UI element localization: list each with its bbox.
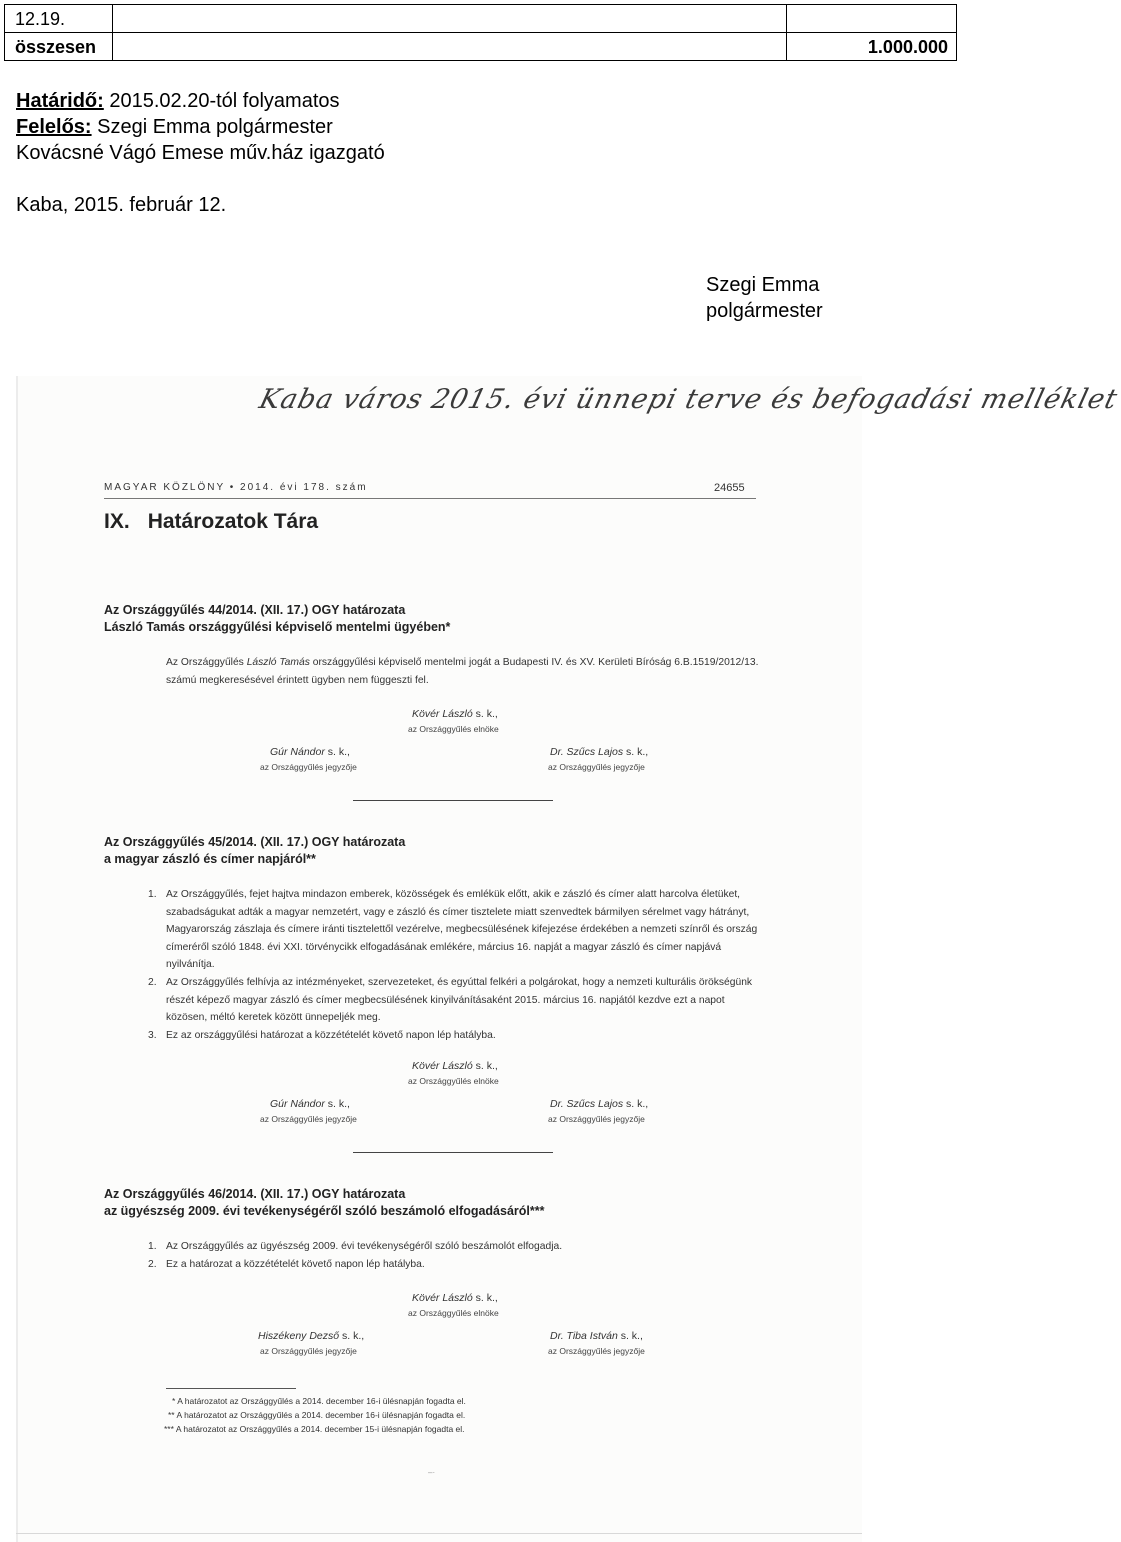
scan-edge (16, 376, 18, 1542)
table-row-total (5, 33, 957, 61)
res45-sig-right-role: az Országgyűlés jegyzője (548, 1114, 645, 1124)
res46-sig-center-name (412, 1292, 498, 1304)
resolution-45-title-line2: a magyar zászló és címer napjáról** (104, 852, 316, 866)
chapter-heading (104, 510, 318, 534)
sig-sk-text: s. k., (623, 1098, 649, 1110)
responsible-label: Felelős: (16, 116, 92, 138)
list-item (148, 974, 766, 1027)
res44-sig-right-role: az Országgyűlés jegyzője (548, 762, 645, 772)
section-separator (353, 1152, 553, 1153)
item-text: Az Országgyűlés, fejet hajtva mindazon emberek, közösségek és emlékük előtt, akik e zászló és címer alatt harcolva életüket, szabadságukat adták a magyar nemzetért, vagy e zászló és címer tisztelete miatt szenvedtek bármilyen sérelmet vagy hátrányt, Magyarország zászlaja és címere iránti tisztelettől vezérelve, megbecsülésének kifejezése érdekében a nemzeti színről és ország címeréről szóló 1848. évi XXI. törvénycikk elfogadásának emlékére, március 16. napját a magyar zászló és címer napjává nyilvánítja. (166, 889, 758, 971)
res46-sig-right-name (550, 1330, 643, 1342)
deadline-value: 2015.02.20-tól folyamatos (103, 90, 340, 112)
sig-name-text: Dr. Szűcs Lajos (550, 1098, 624, 1110)
footnote-rule (166, 1388, 296, 1389)
sig-name-text: Kövér László (412, 1060, 473, 1072)
resolution-45-title-line1: Az Országgyűlés 45/2014. (XII. 17.) OGY határozata (104, 835, 406, 849)
row-number-cell: 12.19. (5, 5, 113, 33)
scan-speck: –· (428, 1468, 436, 1477)
list-item (148, 1027, 766, 1045)
item-number: 2. (148, 1258, 157, 1270)
footnote-3: *** A határozatot az Országgyűlés a 2014. december 15-i ülésnapján fogadta el. (164, 1424, 465, 1434)
res44-sig-center-name (412, 708, 498, 720)
item-number: 1. (148, 889, 157, 900)
resolution-44-body-name: László Tamás (246, 657, 310, 668)
sig-sk-text: s. k., (472, 1060, 498, 1072)
resolution-44-body-a: Az Országgyűlés (166, 657, 247, 668)
res44-sig-center-role: az Országgyűlés elnöke (408, 724, 499, 734)
row-value-cell (787, 5, 957, 33)
sig-sk-text: s. k., (617, 1330, 643, 1342)
list-item (148, 1256, 766, 1274)
res45-sig-left-name (270, 1098, 350, 1110)
sig-sk-text: s. k., (623, 746, 649, 758)
sig-sk-text: s. k., (324, 746, 350, 758)
handwritten-title: Kaba város 2015. évi ünnepi terve és befogadási melléklet (256, 384, 1121, 415)
res45-sig-left-role: az Országgyűlés jegyzője (260, 1114, 357, 1124)
item-text: Ez az országgyűlési határozat a közzétételét követő napon lép hatályba. (166, 1029, 496, 1041)
sig-name-text: Dr. Tiba István (550, 1330, 618, 1342)
sig-name-text: Dr. Szűcs Lajos (550, 746, 624, 758)
scanned-attachment (16, 376, 1121, 1542)
sig-sk-text: s. k., (472, 708, 498, 720)
item-number: 1. (148, 1241, 157, 1252)
item-text: Az Országgyűlés felhívja az intézményeket, szervezeteket, és egyúttal felkéri a polgárokat, hogy a nemzeti kulturális örökségünk részét képező magyar zászló és címer megbecsülésének kinyilvánításaként 2015. március 16. napjától kezdve ezt a napot közösen, méltó keretek között ünnepeljék meg. (166, 976, 753, 1024)
resolution-44-body-b: országgyűlési képviselő mentelmi jogát a Budapesti IV. és XV. Kerületi Bíróság 6.B.1519/2012/13. számú megkeresésével érintett ügyben nem függeszti fel. (166, 657, 759, 686)
item-number: 3. (148, 1029, 157, 1041)
sig-name-text: Kövér László (412, 1292, 473, 1304)
resolution-46-title-line2: az ügyészség 2009. évi tevékenységéről szóló beszámoló elfogadásáról*** (104, 1204, 545, 1218)
list-item (148, 886, 766, 974)
table-row (5, 5, 957, 33)
res44-sig-left-role: az Országgyűlés jegyzője (260, 762, 357, 772)
responsible-line (16, 114, 333, 140)
resolution-44-body (166, 654, 766, 689)
place-date: Kaba, 2015. február 12. (16, 194, 227, 216)
res45-sig-center-name (412, 1060, 498, 1072)
item-text: Az Országgyűlés az ügyészség 2009. évi tevékenységéről szóló beszámolót elfogadja. (166, 1241, 563, 1252)
res44-sig-right-name (550, 746, 648, 758)
footnote-1: * A határozatot az Országgyűlés a 2014. december 16-i ülésnapján fogadta el. (172, 1396, 466, 1406)
res45-sig-right-name (550, 1098, 648, 1110)
total-empty-cell (113, 33, 787, 61)
item-number: 2. (148, 976, 157, 988)
deadline-label: Határidő: (16, 90, 104, 112)
sig-sk-text: s. k., (339, 1330, 365, 1342)
res45-sig-center-role: az Országgyűlés elnöke (408, 1076, 499, 1086)
sig-sk-text: s. k., (472, 1292, 498, 1304)
resolution-44-title (104, 602, 784, 636)
deadline-line (16, 88, 340, 114)
res44-sig-left-name (270, 746, 350, 758)
scan-bottom-edge (16, 1533, 862, 1534)
res46-sig-left-name (258, 1330, 364, 1342)
sig-sk-text: s. k., (324, 1098, 350, 1110)
resolution-45-title (104, 834, 784, 868)
item-text: Ez a határozat a közzétételét követő napon lép hatályba. (166, 1258, 425, 1270)
sig-name-text: Hiszékeny Dezső (258, 1330, 340, 1342)
chapter-title: Határozatok Tára (147, 510, 319, 533)
responsible-second: Kovácsné Vágó Emese műv.ház igazgató (16, 142, 385, 164)
resolution-46-title (104, 1186, 784, 1220)
signatory-name: Szegi Emma (706, 274, 820, 296)
resolution-46-items (148, 1238, 766, 1273)
res46-sig-right-role: az Országgyűlés jegyzője (548, 1346, 645, 1356)
list-item (148, 1238, 766, 1256)
sig-name-text: Gúr Nándor (270, 746, 325, 758)
budget-table (4, 4, 957, 61)
row-label-cell (113, 5, 787, 33)
footnote-2: ** A határozatot az Országgyűlés a 2014. december 16-i ülésnapján fogadta el. (168, 1410, 466, 1420)
resolution-44-title-line2: László Tamás országgyűlési képviselő mentelmi ügyében* (104, 620, 451, 634)
signatory-title: polgármester (706, 300, 823, 322)
responsible-value: Szegi Emma polgármester (91, 116, 333, 138)
resolution-44-title-line1: Az Országgyűlés 44/2014. (XII. 17.) OGY határozata (104, 603, 406, 617)
gazette-header: MAGYAR KÖZLÖNY • 2014. évi 178. szám (104, 482, 368, 493)
header-rule (104, 498, 756, 499)
sig-name-text: Gúr Nándor (270, 1098, 325, 1110)
resolution-45-items (148, 886, 766, 1044)
resolution-46-title-line1: Az Országgyűlés 46/2014. (XII. 17.) OGY határozata (104, 1187, 406, 1201)
total-label-cell: összesen (5, 33, 113, 61)
res46-sig-left-role: az Országgyűlés jegyzője (260, 1346, 357, 1356)
section-separator (353, 800, 553, 801)
total-value-cell: 1.000.000 (787, 33, 957, 61)
chapter-number: IX. (104, 510, 130, 533)
gazette-page-number: 24655 (714, 482, 745, 494)
res46-sig-center-role: az Országgyűlés elnöke (408, 1308, 499, 1318)
sig-name-text: Kövér László (412, 708, 473, 720)
